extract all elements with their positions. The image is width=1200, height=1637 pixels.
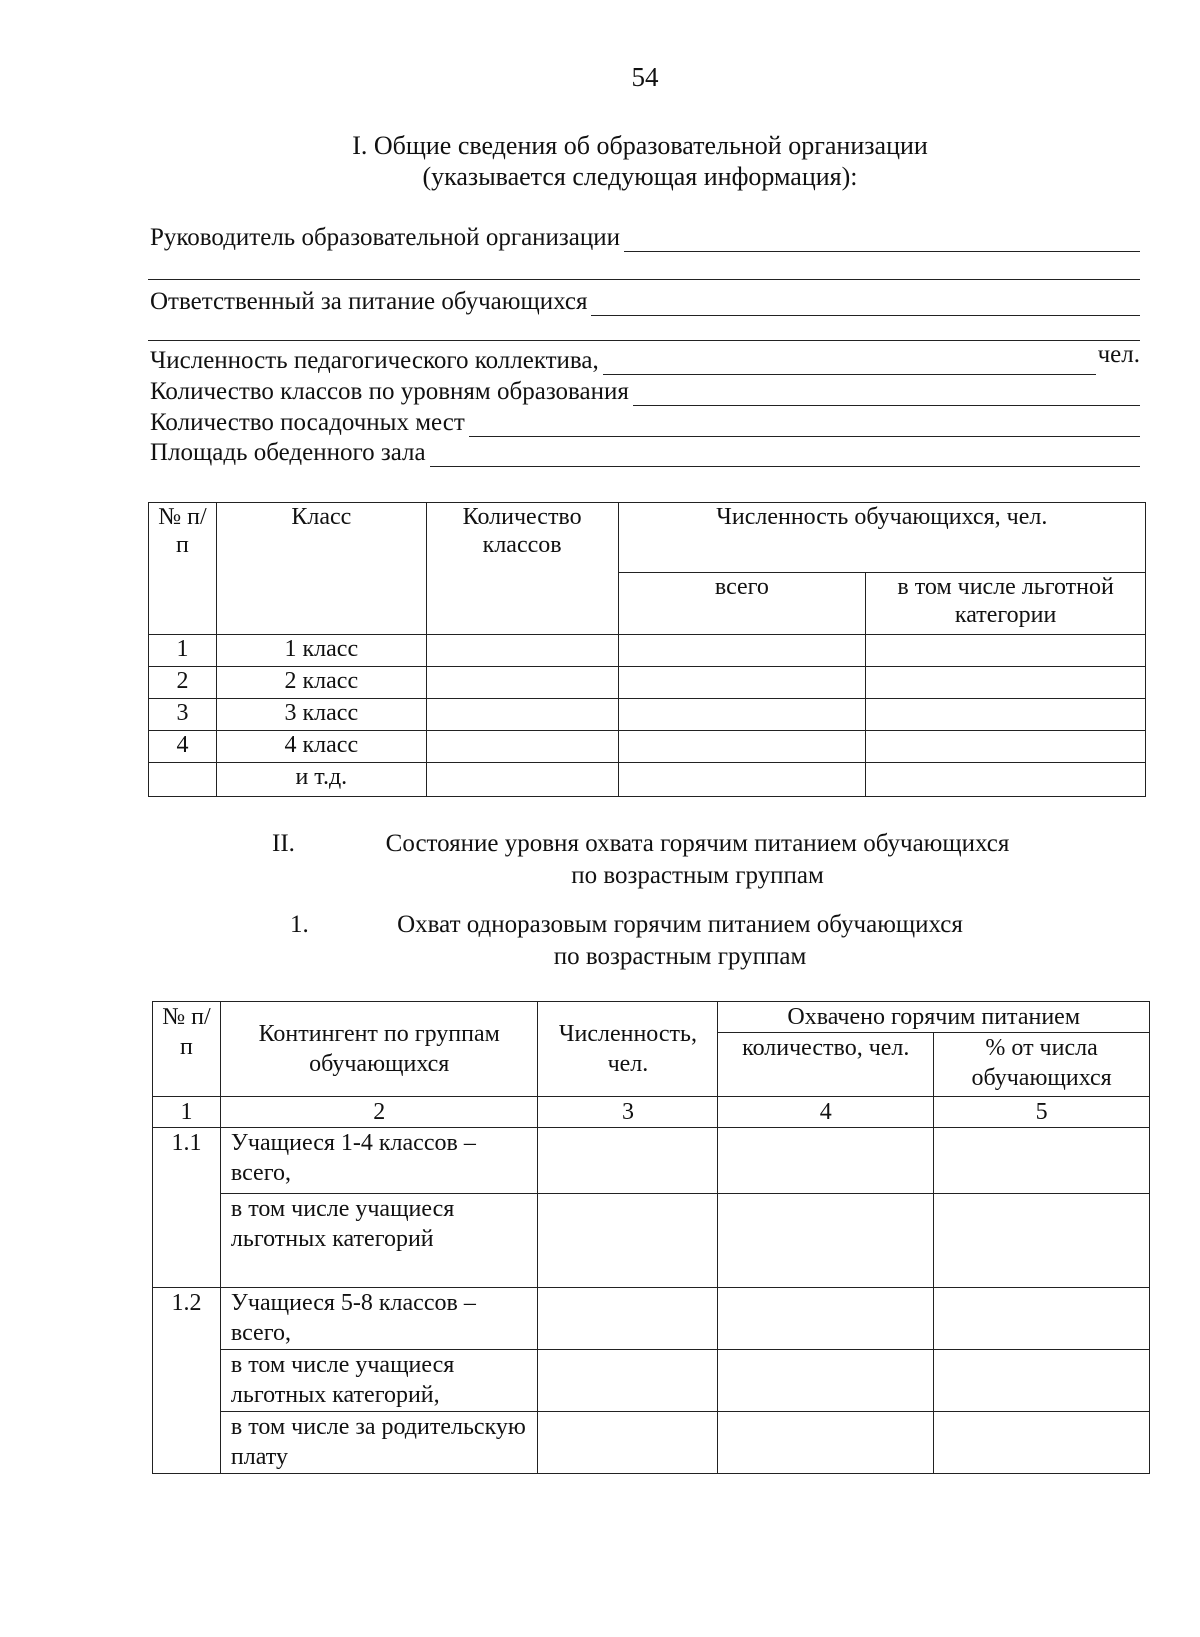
header-num: № п/п bbox=[149, 503, 217, 635]
cell-quantity[interactable] bbox=[718, 1412, 934, 1474]
cell-percent[interactable] bbox=[934, 1412, 1150, 1474]
field-classes-input-line[interactable] bbox=[633, 385, 1140, 406]
header-num: № п/п bbox=[153, 1002, 221, 1097]
table-row bbox=[149, 635, 1146, 667]
row-num: 4 bbox=[149, 731, 217, 763]
header-covered: Охвачено горячим питанием bbox=[718, 1002, 1150, 1033]
row-contingent: Учащиеся 1-4 классов – всего, bbox=[220, 1128, 538, 1194]
cell-count[interactable] bbox=[426, 635, 618, 667]
cell-percent[interactable] bbox=[934, 1288, 1150, 1350]
field-head-label: Руководитель образовательной организации bbox=[150, 224, 621, 251]
section1-title-line2: (указывается следующая информация): bbox=[422, 162, 858, 191]
section1-title bbox=[250, 130, 1030, 192]
subsection-number: 1. bbox=[290, 911, 309, 938]
table-row bbox=[149, 667, 1146, 699]
cell-total[interactable] bbox=[618, 699, 866, 731]
field-classes bbox=[150, 376, 1140, 406]
subsection-title-line1: Охват одноразовым горячим питанием обучающихся bbox=[397, 911, 963, 938]
field-staff bbox=[150, 341, 1140, 375]
section2-title-line2: по возрастным группам bbox=[571, 862, 824, 889]
cell-quantity[interactable] bbox=[718, 1194, 934, 1288]
table-row bbox=[153, 1350, 1150, 1412]
table-row bbox=[153, 1412, 1150, 1474]
field-staff-input-line[interactable] bbox=[603, 354, 1096, 375]
column-number-row bbox=[153, 1097, 1150, 1128]
cell-privileged[interactable] bbox=[866, 699, 1146, 731]
table-row bbox=[153, 1288, 1150, 1350]
cell-quantity[interactable] bbox=[718, 1128, 934, 1194]
classes-table bbox=[148, 502, 1146, 797]
table-row bbox=[153, 1194, 1150, 1288]
row-contingent: Учащиеся 5-8 классов – всего, bbox=[220, 1288, 538, 1350]
cell-total[interactable] bbox=[618, 731, 866, 763]
cell-count[interactable] bbox=[426, 667, 618, 699]
header-class: Класс bbox=[216, 503, 426, 635]
section2-title bbox=[345, 828, 1050, 892]
column-number: 2 bbox=[220, 1097, 538, 1128]
section1-title-line1: I. Общие сведения об образовательной организации bbox=[352, 131, 928, 160]
field-area bbox=[150, 437, 1140, 467]
header-pupils: Численность обучающихся, чел. bbox=[618, 503, 1145, 573]
field-head-input-line[interactable] bbox=[624, 231, 1140, 252]
row-class: и т.д. bbox=[216, 763, 426, 797]
cell-count[interactable] bbox=[426, 699, 618, 731]
field-responsible-continuation-line[interactable] bbox=[148, 340, 1140, 341]
header-privileged: в том числе льготной категории bbox=[866, 573, 1146, 635]
row-class: 3 класс bbox=[216, 699, 426, 731]
section2-title-line1: Состояние уровня охвата горячим питанием обучающихся bbox=[385, 830, 1010, 857]
cell-privileged[interactable] bbox=[866, 731, 1146, 763]
cell-percent[interactable] bbox=[934, 1194, 1150, 1288]
field-seats-label: Количество посадочных мест bbox=[150, 409, 465, 436]
cell-percent[interactable] bbox=[934, 1128, 1150, 1194]
cell-quantity[interactable] bbox=[718, 1350, 934, 1412]
field-area-label: Площадь обеденного зала bbox=[150, 439, 426, 466]
header-percent: % от числа обучающихся bbox=[934, 1033, 1150, 1097]
cell-headcount[interactable] bbox=[538, 1128, 718, 1194]
group-num: 1.2 bbox=[153, 1288, 221, 1474]
cell-count[interactable] bbox=[426, 763, 618, 797]
field-responsible bbox=[150, 286, 1140, 316]
row-contingent: в том числе учащиеся льготных категорий, bbox=[220, 1350, 538, 1412]
row-num bbox=[149, 763, 217, 797]
coverage-table bbox=[152, 1001, 1150, 1474]
table-row bbox=[153, 1128, 1150, 1194]
subsection-title-line2: по возрастным группам bbox=[553, 943, 807, 970]
cell-count[interactable] bbox=[426, 731, 618, 763]
row-num: 3 bbox=[149, 699, 217, 731]
cell-headcount[interactable] bbox=[538, 1194, 718, 1288]
table-row bbox=[149, 731, 1146, 763]
cell-quantity[interactable] bbox=[718, 1288, 934, 1350]
table-row bbox=[149, 699, 1146, 731]
header-quantity: количество, чел. bbox=[718, 1033, 934, 1097]
row-class: 1 класс bbox=[216, 635, 426, 667]
field-head bbox=[150, 222, 1140, 252]
cell-total[interactable] bbox=[618, 635, 866, 667]
field-area-input-line[interactable] bbox=[430, 446, 1140, 467]
cell-total[interactable] bbox=[618, 667, 866, 699]
field-staff-label: Численность педагогического коллектива, bbox=[150, 347, 599, 374]
column-number: 3 bbox=[538, 1097, 718, 1128]
cell-headcount[interactable] bbox=[538, 1350, 718, 1412]
header-headcount: Численность, чел. bbox=[538, 1002, 718, 1097]
cell-privileged[interactable] bbox=[866, 763, 1146, 797]
field-head-continuation-line[interactable] bbox=[148, 279, 1140, 280]
column-number: 1 bbox=[153, 1097, 221, 1128]
field-classes-label: Количество классов по уровням образования bbox=[150, 378, 629, 405]
header-class-count: Количество классов bbox=[426, 503, 618, 635]
row-class: 2 класс bbox=[216, 667, 426, 699]
column-number: 5 bbox=[934, 1097, 1150, 1128]
column-number: 4 bbox=[718, 1097, 934, 1128]
cell-percent[interactable] bbox=[934, 1350, 1150, 1412]
field-responsible-label: Ответственный за питание обучающихся bbox=[150, 288, 588, 315]
header-contingent: Контингент по группам обучающихся bbox=[220, 1002, 538, 1097]
cell-headcount[interactable] bbox=[538, 1412, 718, 1474]
field-responsible-input-line[interactable] bbox=[591, 295, 1140, 316]
cell-total[interactable] bbox=[618, 763, 866, 797]
field-seats-input-line[interactable] bbox=[469, 416, 1140, 437]
cell-privileged[interactable] bbox=[866, 635, 1146, 667]
row-class: 4 класс bbox=[216, 731, 426, 763]
cell-privileged[interactable] bbox=[866, 667, 1146, 699]
section2-number: II. bbox=[272, 830, 295, 857]
subsection-title bbox=[355, 909, 1005, 973]
table-row bbox=[149, 763, 1146, 797]
row-contingent: в том числе за родительскую плату bbox=[220, 1412, 538, 1474]
field-seats bbox=[150, 407, 1140, 437]
row-num: 1 bbox=[149, 635, 217, 667]
row-contingent: в том числе учащиеся льготных категорий bbox=[220, 1194, 538, 1288]
group-num: 1.1 bbox=[153, 1128, 221, 1288]
page-number: 54 bbox=[631, 62, 659, 92]
cell-headcount[interactable] bbox=[538, 1288, 718, 1350]
field-staff-unit: чел. bbox=[1097, 341, 1140, 368]
row-num: 2 bbox=[149, 667, 217, 699]
header-total: всего bbox=[618, 573, 866, 635]
